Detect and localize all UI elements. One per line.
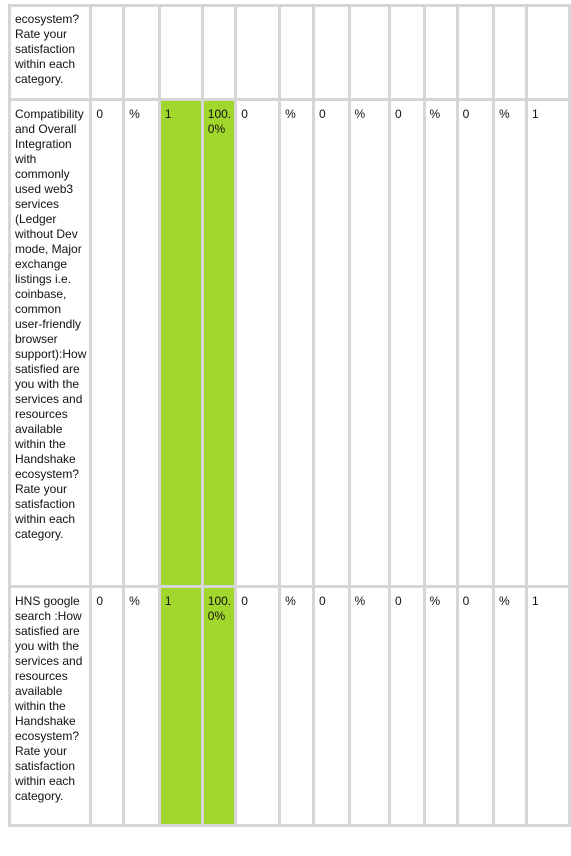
count-cell: 0	[92, 588, 122, 824]
question-cell: HNS google search :How satisfied are you with the services and resources available within the Handshake ecosystem? Rate your satisfaction within each category.	[11, 588, 89, 824]
empty-cell	[391, 7, 423, 98]
empty-cell	[315, 7, 348, 98]
empty-cell	[426, 7, 456, 98]
empty-cell	[495, 7, 525, 98]
empty-cell	[92, 7, 122, 98]
percent-cell: %	[351, 588, 388, 824]
table-row	[11, 7, 568, 98]
percent-cell: %	[125, 588, 158, 824]
empty-cell	[351, 7, 388, 98]
empty-cell	[528, 7, 568, 98]
count-cell: 0	[391, 588, 423, 824]
count-cell: 0	[459, 101, 492, 585]
percent-cell: %	[426, 588, 456, 824]
empty-cell	[161, 7, 201, 98]
empty-cell	[204, 7, 235, 98]
percent-cell: %	[495, 588, 525, 824]
question-cell: Compatibility and Overall Integration with commonly used web3 services (Ledger without Dev mode, Major exchange listings i.e. coinbase, common user-friendly browser support):How satisfied are you with the services and resources available within the Handshake ecosystem? Rate your satisfaction within each category.	[11, 101, 89, 585]
question-cell: ecosystem? Rate your satisfaction within each category.	[11, 7, 89, 98]
empty-cell	[281, 7, 312, 98]
percent-cell: %	[351, 101, 388, 585]
count-cell: 0	[391, 101, 423, 585]
percent-cell: %	[281, 588, 312, 824]
count-cell: 0	[237, 101, 278, 585]
count-cell: 0	[459, 588, 492, 824]
empty-cell	[459, 7, 492, 98]
percent-cell: %	[281, 101, 312, 585]
percent-cell: %	[125, 101, 158, 585]
count-cell-highlighted: 1	[161, 101, 201, 585]
total-cell: 1	[528, 101, 568, 585]
empty-cell	[125, 7, 158, 98]
empty-cell	[237, 7, 278, 98]
percent-cell: %	[495, 101, 525, 585]
total-cell: 1	[528, 588, 568, 824]
percent-cell-highlighted: 100.0%	[204, 101, 235, 585]
survey-results-table	[8, 4, 571, 827]
count-cell-highlighted: 1	[161, 588, 201, 824]
table-row	[11, 588, 568, 824]
table-row	[11, 101, 568, 585]
count-cell: 0	[92, 101, 122, 585]
count-cell: 0	[315, 101, 348, 585]
percent-cell-highlighted: 100.0%	[204, 588, 235, 824]
percent-cell: %	[426, 101, 456, 585]
count-cell: 0	[315, 588, 348, 824]
count-cell: 0	[237, 588, 278, 824]
